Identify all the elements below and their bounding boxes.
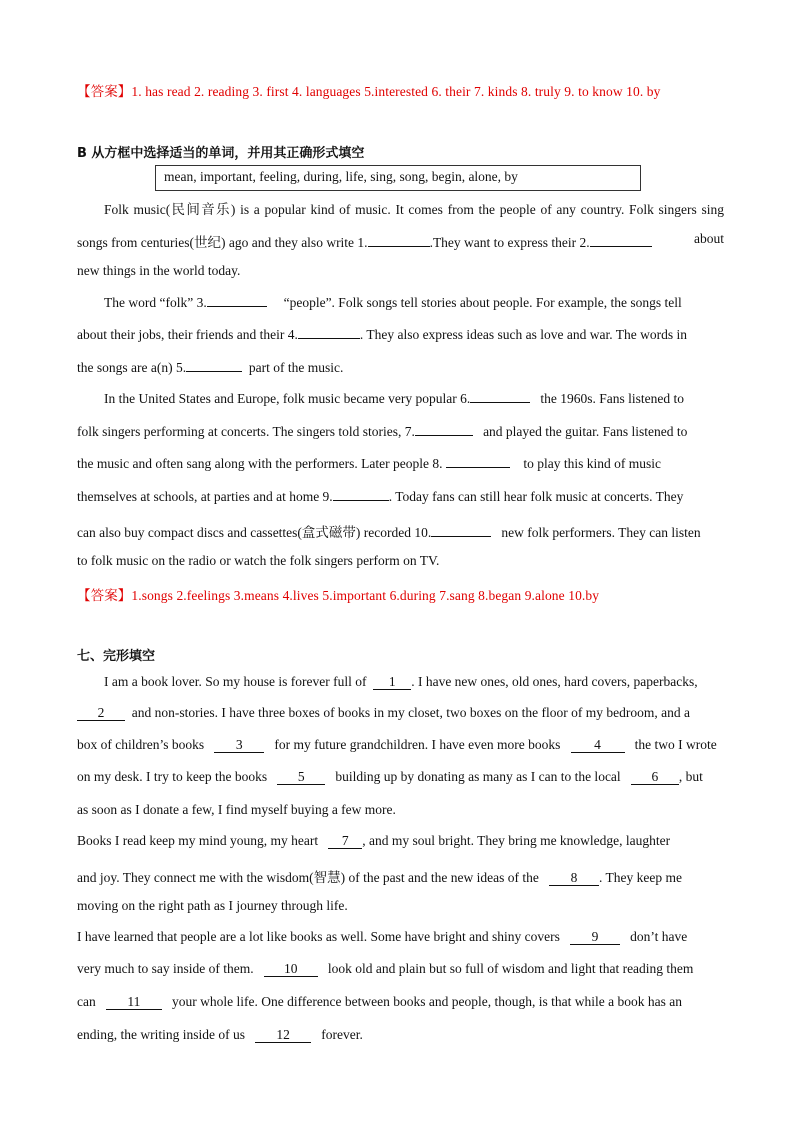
cloze-blank[interactable]: 3: [214, 738, 264, 753]
cloze-blank[interactable]: 4: [571, 738, 625, 753]
cloze-line: moving on the right path as I journey through life.: [77, 898, 348, 913]
blank-b-7[interactable]: [415, 423, 473, 436]
passage-b-line: In the United States and Europe, folk music became very popular 6. the 1960s. Fans listened to: [104, 391, 685, 406]
cloze-line: and joy. They connect me with the wisdom(智慧) of the past and the new ideas of the 8 . They keep me: [77, 870, 682, 885]
cloze-blank[interactable]: 2: [77, 706, 125, 721]
word-box: [155, 165, 641, 191]
blank-b-6[interactable]: [470, 390, 530, 403]
cloze-line: I am a book lover. So my house is forever full of 1 . I have new ones, old ones, hard covers, paperbacks,: [104, 674, 698, 689]
passage-b-line: songs from centuries(世纪) ago and they also write 1. .They want to express their 2. about: [77, 231, 724, 250]
blank-b-8[interactable]: [446, 455, 510, 468]
section-b-heading: B 从方框中选择适当的单词，并用其正确形式填空: [77, 146, 365, 161]
cloze-blank[interactable]: 7: [328, 834, 362, 849]
answer-key-section-b: 【答案】1.songs 2.feelings 3.means 4.lives 5.important 6.during 7.sang 8.began 9.alone 10.by: [77, 588, 600, 603]
blank-b-9[interactable]: [333, 488, 389, 501]
cloze-line: on my desk. I try to keep the books 5 building up by donating as many as I can to the local 6 , but: [77, 769, 703, 784]
cloze-line: ending, the writing inside of us 12 forever.: [77, 1027, 363, 1042]
cloze-blank[interactable]: 8: [549, 871, 599, 886]
cloze-line: as soon as I donate a few, I find myself buying a few more.: [77, 802, 396, 817]
cloze-line: I have learned that people are a lot like books as well. Some have bright and shiny covers 9 don’t have: [77, 929, 688, 944]
blank-b-3[interactable]: [207, 294, 267, 307]
cloze-blank[interactable]: 10: [264, 962, 318, 977]
cloze-blank[interactable]: 6: [631, 770, 679, 785]
section-7-heading: 七、完形填空: [77, 649, 156, 664]
cloze-line: very much to say inside of them. 10 look old and plain but so full of wisdom and light that reading them: [77, 961, 694, 976]
passage-b-line: to folk music on the radio or watch the folk singers perform on TV.: [77, 553, 440, 568]
blank-b-1[interactable]: [368, 234, 430, 247]
cloze-blank[interactable]: 12: [255, 1028, 311, 1043]
answer-key-section-a: 【答案】1. has read 2. reading 3. first 4. languages 5.interested 6. their 7. kinds 8. truly 9. to know 10. by: [77, 84, 661, 99]
passage-b-line: the songs are a(n) 5. part of the music.: [77, 360, 344, 375]
passage-b-line: themselves at schools, at parties and at home 9. . Today fans can still hear folk music at concerts. They: [77, 489, 684, 504]
cloze-line: box of children’s books 3 for my future grandchildren. I have even more books 4 the two I wrote: [77, 737, 717, 752]
passage-b-line: the music and often sang along with the performers. Later people 8. to play this kind of music: [77, 456, 662, 471]
cloze-blank[interactable]: 1: [373, 675, 411, 690]
blank-b-10[interactable]: [431, 524, 491, 537]
cloze-line: Books I read keep my mind young, my heart 7 , and my soul bright. They bring me knowledge, laughter: [77, 833, 671, 848]
passage-b-line: Folk music(民间音乐) is a popular kind of music. It comes from the people of any country. Folk singers sing: [104, 202, 724, 217]
cloze-blank[interactable]: 11: [106, 995, 162, 1010]
cloze-blank[interactable]: 9: [570, 930, 620, 945]
word-box-text: mean, important, feeling, during, life, sing, song, begin, alone, by: [164, 169, 518, 184]
passage-b-line: The word “folk” 3. “people”. Folk songs tell stories about people. For example, the songs tell: [104, 295, 682, 310]
cloze-line: 2 and non-stories. I have three boxes of books in my closet, two boxes on the floor of my bedroom, and a: [77, 705, 724, 721]
blank-b-2[interactable]: [590, 234, 652, 247]
passage-b-line: about their jobs, their friends and their 4. . They also express ideas such as love and war. The words in: [77, 327, 688, 342]
cloze-blank[interactable]: 5: [277, 770, 325, 785]
passage-b-line: new things in the world today.: [77, 263, 241, 278]
cloze-line: can 11 your whole life. One difference between books and people, though, is that while a book has an: [77, 994, 682, 1009]
passage-b-line: folk singers performing at concerts. The singers told stories, 7. and played the guitar. Fans listened to: [77, 424, 688, 439]
blank-b-4[interactable]: [298, 326, 360, 339]
passage-b-line: can also buy compact discs and cassettes(盒式磁带) recorded 10. new folk performers. They can listen: [77, 525, 701, 540]
blank-b-5[interactable]: [186, 359, 242, 372]
